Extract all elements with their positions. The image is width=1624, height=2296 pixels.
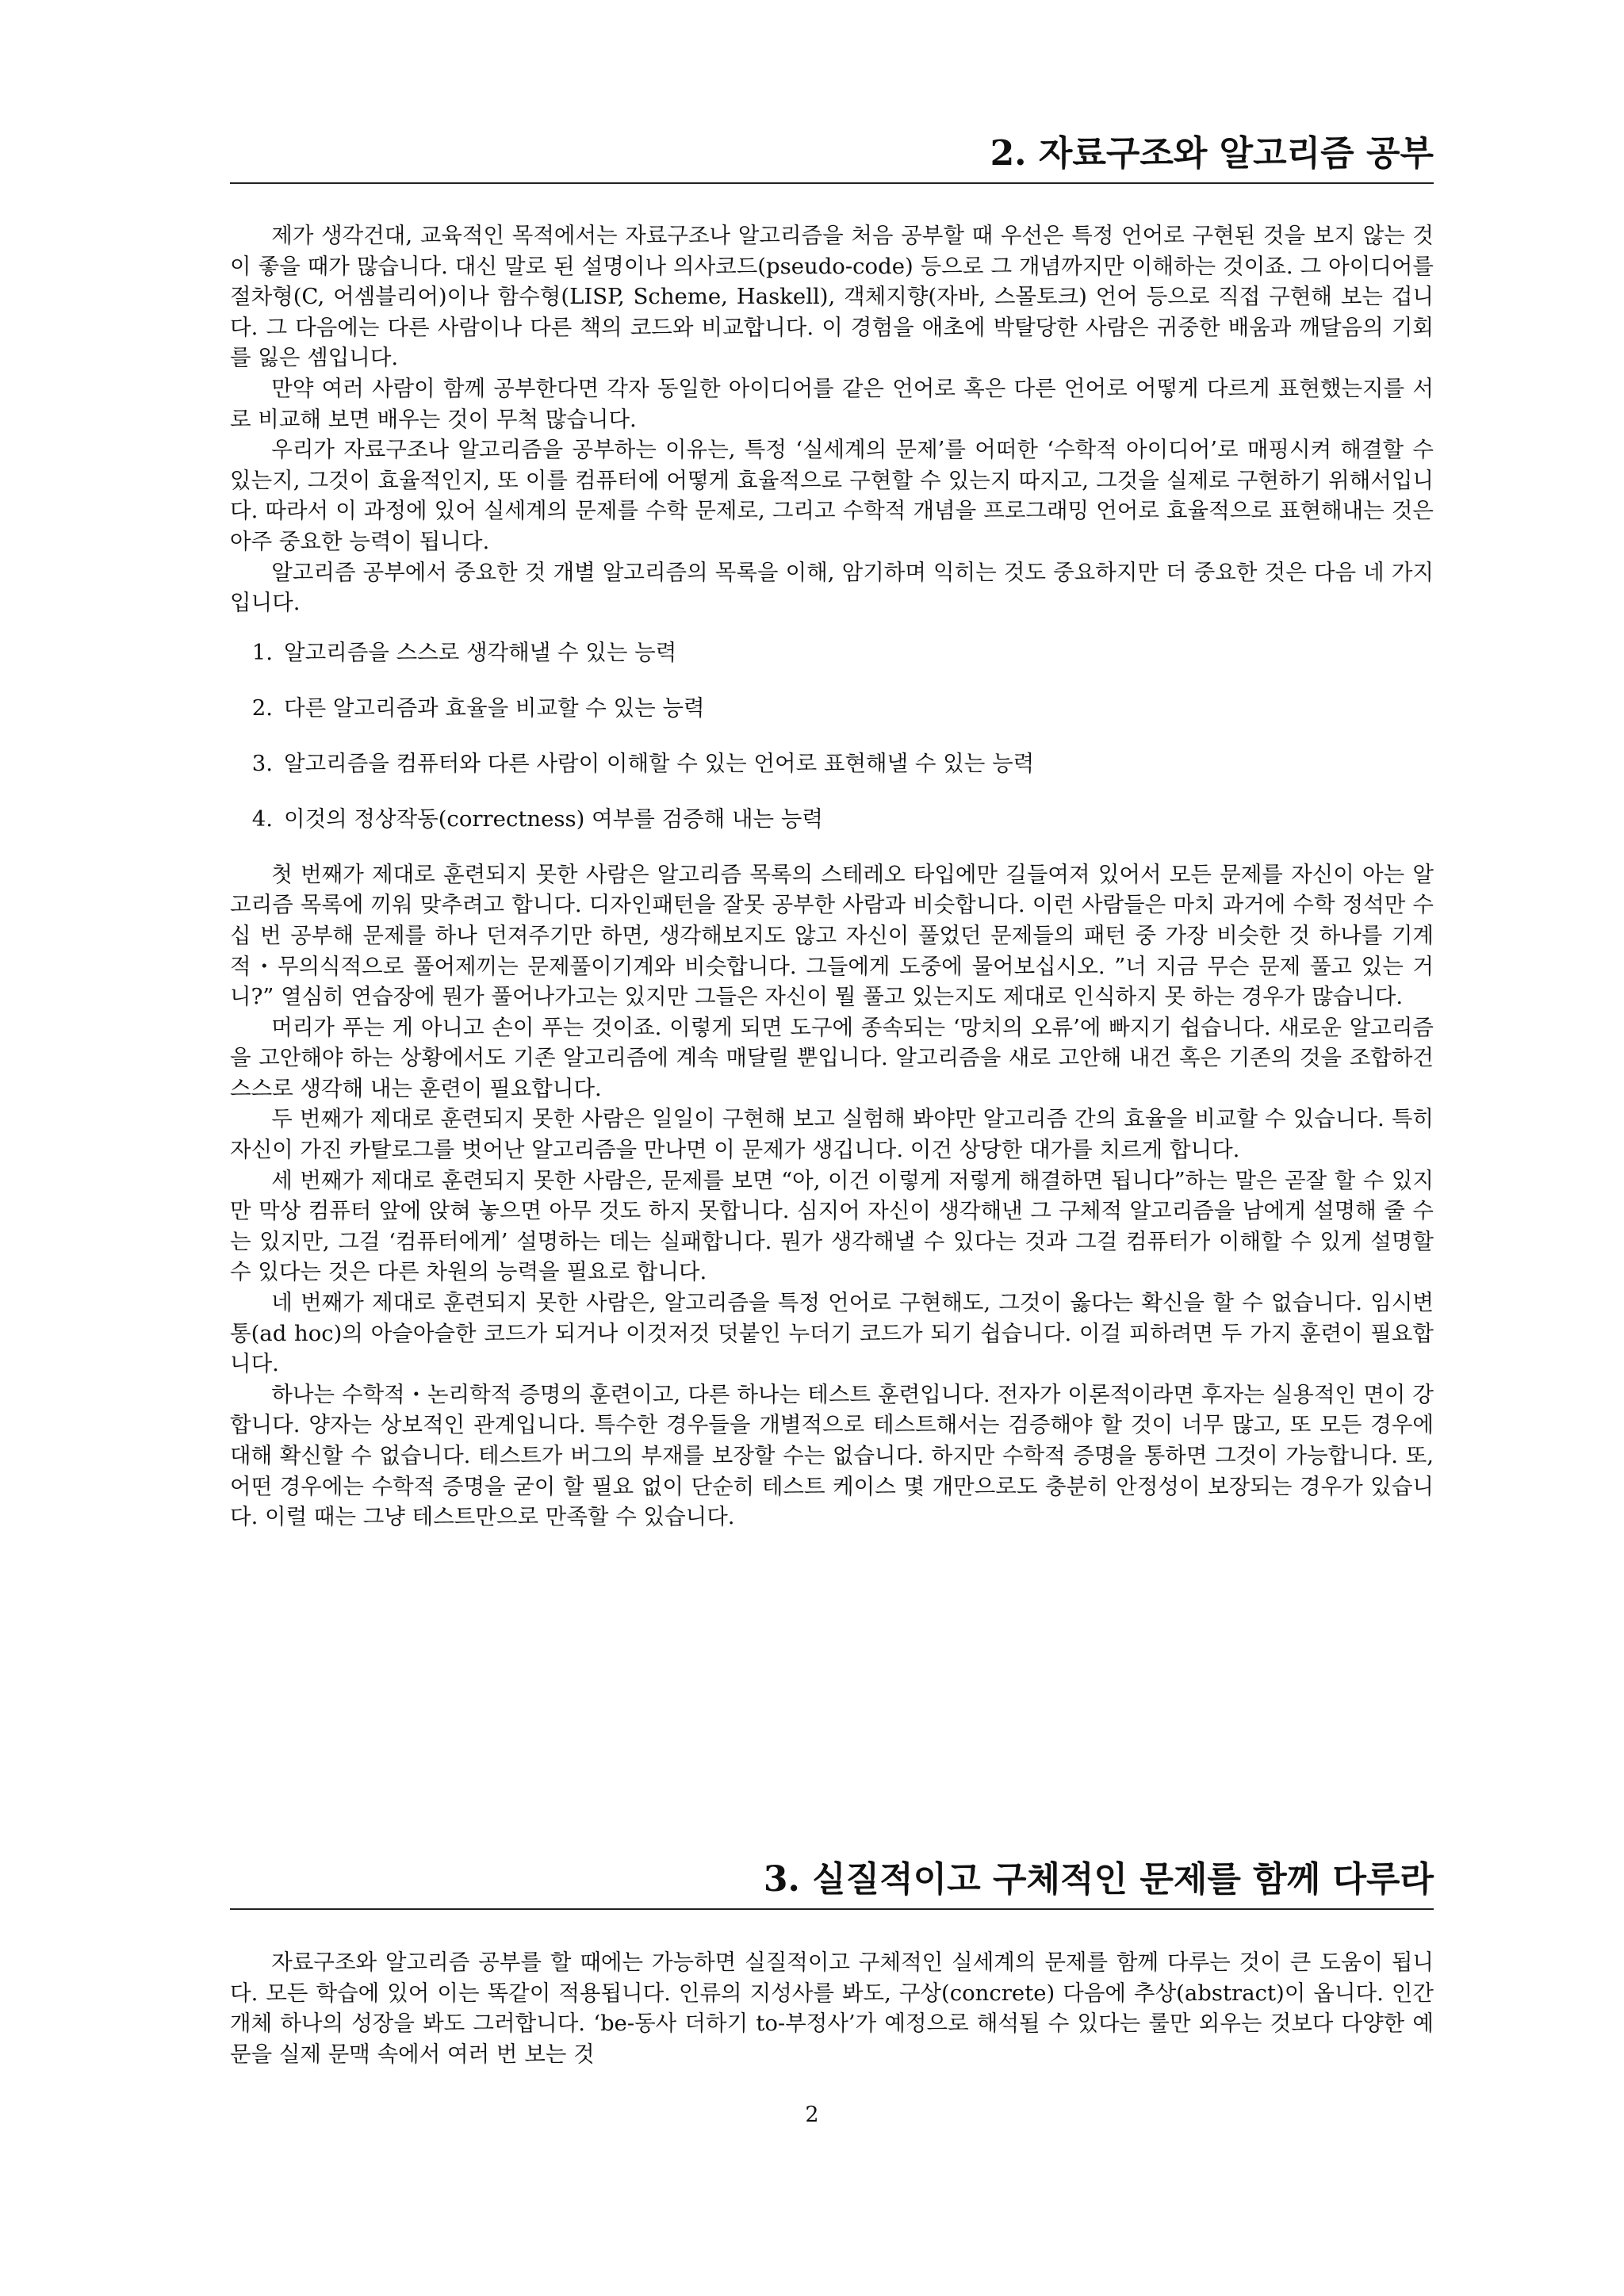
list-text: 알고리즘을 스스로 생각해낼 수 있는 능력 bbox=[284, 639, 677, 665]
section-3-body bbox=[230, 1947, 1434, 2069]
paragraph: 세 번째가 제대로 훈련되지 못한 사람은, 문제를 보면 “아, 이건 이렇게 저렇게 해결하면 됩니다”하는 말은 곧잘 할 수 있지만 막상 컴퓨터 앞에 앉혀 놓으면 아무 것도 하지 못합니다. 심지어 자신이 생각해낸 그 구체적 알고리즘을 남에게 설명해 줄 수는 있지만, 그걸 ‘컴퓨터에게’ 설명하는 데는 실패합니다. 뭔가 생각해낼 수 있다는 것과 그걸 컴퓨터가 이해할 수 있게 설명할 수 있다는 것은 다른 차원의 능력을 필요로 합니다. bbox=[230, 1167, 1434, 1285]
list-item bbox=[230, 693, 1434, 723]
list-number: 3. bbox=[251, 750, 273, 776]
list-number: 2. bbox=[251, 695, 273, 721]
ability-list bbox=[230, 637, 1434, 834]
list-text: 이것의 정상작동(correctness) 여부를 검증해 내는 능력 bbox=[284, 806, 823, 832]
section-3-title: 3. 실질적이고 구체적인 문제를 함께 다루라 bbox=[230, 1857, 1434, 1910]
section-2-body bbox=[230, 220, 1434, 1533]
list-text: 알고리즘을 컴퓨터와 다른 사람이 이해할 수 있는 언어로 표현해낼 수 있는 능력 bbox=[284, 750, 1035, 776]
paragraph: 만약 여러 사람이 함께 공부한다면 각자 동일한 아이디어를 같은 언어로 혹은 다른 언어로 어떻게 다르게 표현했는지를 서로 비교해 보면 배우는 것이 무척 많습니다. bbox=[230, 375, 1434, 432]
paragraph: 첫 번째가 제대로 훈련되지 못한 사람은 알고리즘 목록의 스테레오 타입에만 길들여져 있어서 모든 문제를 자신이 아는 알고리즘 목록에 끼워 맞추려고 합니다. 디자인패턴을 잘못 공부한 사람과 비슷합니다. 이런 사람들은 마치 과거에 수학 정석만 수십 번 공부해 문제를 하나 던져주기만 하면, 생각해보지도 않고 자신이 풀었던 문제들의 패턴 중 가장 비슷한 것 하나를 기계적・무의식적으로 풀어제끼는 문제풀이기계와 비슷합니다. 그들에게 도중에 물어보십시오. ”너 지금 무슨 문제 풀고 있는 거니?” 열심히 연습장에 뭔가 풀어나가고는 있지만 그들은 자신이 뭘 풀고 있는지도 제대로 인식하지 못 하는 경우가 많습니다. bbox=[230, 861, 1434, 1010]
list-number: 1. bbox=[251, 639, 273, 665]
paragraph: 제가 생각건대, 교육적인 목적에서는 자료구조나 알고리즘을 처음 공부할 때 우선은 특정 언어로 구현된 것을 보지 않는 것이 좋을 때가 많습니다. 대신 말로 된 설명이나 의사코드(pseudo-code) 등으로 그 개념까지만 이해하는 것이죠. 그 아이디어를 절차형(C, 어셈블리어)이나 함수형(LISP, Scheme, Haskell), 객체지향(자바, 스몰토크) 언어 등으로 직접 구현해 보는 겁니다. 그 다음에는 다른 사람이나 다른 책의 코드와 비교합니다. 이 경험을 애초에 박탈당한 사람은 귀중한 배움과 깨달음의 기회를 잃은 셈입니다. bbox=[230, 223, 1434, 371]
paragraph: 네 번째가 제대로 훈련되지 못한 사람은, 알고리즘을 특정 언어로 구현해도, 그것이 옳다는 확신을 할 수 없습니다. 임시변통(ad hoc)의 아슬아슬한 코드가 되거나 이것저것 덧붙인 누더기 코드가 되기 쉽습니다. 이걸 피하려면 두 가지 훈련이 필요합니다. bbox=[230, 1290, 1434, 1377]
list-item bbox=[230, 637, 1434, 668]
page-number: 2 bbox=[805, 2103, 819, 2127]
paragraph: 우리가 자료구조나 알고리즘을 공부하는 이유는, 특정 ‘실세계의 문제’를 어떠한 ‘수학적 아이디어’로 매핑시켜 해결할 수 있는지, 그것이 효율적인지, 또 이를 컴퓨터에 어떻게 효율적으로 구현할 수 있는지 따지고, 그것을 실제로 구현하기 위해서입니다. 따라서 이 과정에 있어 실세계의 문제를 수학 문제로, 그리고 수학적 개념을 프로그래밍 언어로 효율적으로 표현해내는 것은 아주 중요한 능력이 됩니다. bbox=[230, 437, 1434, 554]
paragraph: 알고리즘 공부에서 중요한 것 개별 알고리즘의 목록을 이해, 암기하며 익히는 것도 중요하지만 더 중요한 것은 다음 네 가지입니다. bbox=[230, 559, 1434, 616]
section-2-title: 2. 자료구조와 알고리즘 공부 bbox=[230, 131, 1434, 184]
paragraph: 하나는 수학적・논리학적 증명의 훈련이고, 다른 하나는 테스트 훈련입니다. 전자가 이론적이라면 후자는 실용적인 면이 강합니다. 양자는 상보적인 관계입니다. 특수한 경우들을 개별적으로 테스트해서는 검증해야 할 것이 너무 많고, 또 모든 경우에 대해 확신할 수 없습니다. 테스트가 버그의 부재를 보장할 수는 없습니다. 하지만 수학적 증명을 통하면 그것이 가능합니다. 또, 어떤 경우에는 수학적 증명을 굳이 할 필요 없이 단순히 테스트 케이스 몇 개만으로도 충분히 안정성이 보장되는 경우가 있습니다. 이럴 때는 그냥 테스트만으로 만족할 수 있습니다. bbox=[230, 1381, 1434, 1530]
section-3-header bbox=[230, 1857, 1434, 1910]
paragraph: 머리가 푸는 게 아니고 손이 푸는 것이죠. 이렇게 되면 도구에 종속되는 ‘망치의 오류’에 빠지기 쉽습니다. 새로운 알고리즘을 고안해야 하는 상황에서도 기존 알고리즘에 계속 매달릴 뿐입니다. 알고리즘을 새로 고안해 내건 혹은 기존의 것을 조합하건 스스로 생각해 내는 훈련이 필요합니다. bbox=[230, 1014, 1434, 1101]
list-text: 다른 알고리즘과 효율을 비교할 수 있는 능력 bbox=[284, 695, 705, 721]
list-number: 4. bbox=[251, 806, 273, 832]
paragraph: 두 번째가 제대로 훈련되지 못한 사람은 일일이 구현해 보고 실험해 봐야만 알고리즘 간의 효율을 비교할 수 있습니다. 특히 자신이 가진 카탈로그를 벗어난 알고리즘을 만나면 이 문제가 생깁니다. 이건 상당한 대가를 치르게 합니다. bbox=[230, 1106, 1434, 1163]
list-item bbox=[230, 748, 1434, 779]
section-2-header bbox=[230, 131, 1434, 184]
paragraph: 자료구조와 알고리즘 공부를 할 때에는 가능하면 실질적이고 구체적인 실세계의 문제를 함께 다루는 것이 큰 도움이 됩니다. 모든 학습에 있어 이는 똑같이 적용됩니다. 인류의 지성사를 봐도, 구상(concrete) 다음에 추상(abstract)이 옵니다. 인간 개체 하나의 성장을 봐도 그러합니다. ‘be-동사 더하기 to-부정사’가 예정으로 해석될 수 있다는 룰만 외우는 것보다 다양한 예문을 실제 문맥 속에서 여러 번 보는 것 bbox=[230, 1950, 1434, 2067]
list-item bbox=[230, 804, 1434, 834]
